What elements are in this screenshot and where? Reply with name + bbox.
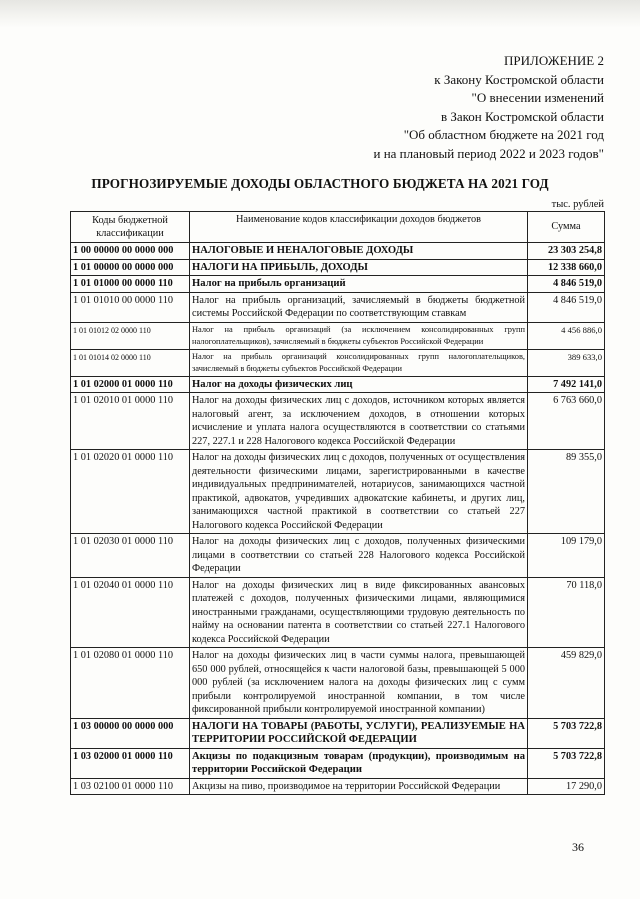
- row-code: 1 01 02000 01 0000 110: [71, 376, 190, 393]
- row-code: 1 01 02040 01 0000 110: [71, 577, 190, 648]
- row-code: 1 03 02100 01 0000 110: [71, 778, 190, 795]
- scan-edge-shading: [0, 0, 640, 28]
- appendix-line: "О внесении изменений: [471, 90, 604, 106]
- table-row: [71, 376, 605, 393]
- row-sum: 6 763 660,0: [528, 393, 605, 450]
- table-row: [71, 534, 605, 578]
- header-sum: Сумма: [528, 212, 605, 243]
- row-sum: 4 456 886,0: [528, 322, 605, 349]
- document-title: ПРОГНОЗИРУЕМЫЕ ДОХОДЫ ОБЛАСТНОГО БЮДЖЕТА НА 2021 ГОД: [91, 176, 549, 191]
- row-sum: 7 492 141,0: [528, 376, 605, 393]
- table-row: [71, 648, 605, 719]
- row-sum: 5 703 722,8: [528, 748, 605, 778]
- row-sum: 389 633,0: [528, 349, 605, 376]
- table-row: [71, 577, 605, 648]
- row-code: 1 01 02010 01 0000 110: [71, 393, 190, 450]
- appendix-line: ПРИЛОЖЕНИЕ 2: [504, 53, 604, 68]
- row-name: Налог на доходы физических лиц с доходов, источником которых является налоговый агент, за исключением доходов, в отношении которых исчисление и уплата налога осуществляются в соответствии со статьями 227, 227.1 и 228 Налогового кодекса Российской Федерации: [190, 393, 528, 450]
- row-code: 1 00 00000 00 0000 000: [71, 243, 190, 260]
- table-row: [71, 450, 605, 534]
- row-name: Налог на доходы физических лиц: [190, 376, 528, 393]
- row-name: Налог на доходы физических лиц в части суммы налога, превышающей 650 000 рублей, относящейся к части налоговой базы, превышающей 5 000 000 рублей (за исключением налога на доходы физических лиц с сумм прибыли контролируемой иностранной компании, в том числе фиксированной прибыли контролируемой иностранной компании): [190, 648, 528, 719]
- row-code: 1 01 02020 01 0000 110: [71, 450, 190, 534]
- row-sum: 459 829,0: [528, 648, 605, 719]
- table-row: [71, 322, 605, 349]
- row-sum: 4 846 519,0: [528, 276, 605, 293]
- table-row: [71, 718, 605, 748]
- row-name: НАЛОГОВЫЕ И НЕНАЛОГОВЫЕ ДОХОДЫ: [190, 243, 528, 260]
- row-code: 1 03 00000 00 0000 000: [71, 718, 190, 748]
- row-name: Налог на прибыль организаций (за исключением консолидированных групп налогоплательщиков), зачисляемый в бюджеты субъектов Российской Федерации: [190, 322, 528, 349]
- table-row: [71, 748, 605, 778]
- units-label: тыс. рублей: [551, 199, 604, 210]
- header-code: Коды бюджетной классификации: [71, 212, 190, 243]
- appendix-line: "Об областном бюджете на 2021 год: [403, 127, 604, 143]
- row-name: Налог на прибыль организаций: [190, 276, 528, 293]
- row-sum: 70 118,0: [528, 577, 605, 648]
- appendix-line: в Закон Костромской области: [440, 108, 604, 124]
- row-code: 1 01 01012 02 0000 110: [71, 322, 190, 349]
- appendix-header: [264, 52, 604, 164]
- table-row: [71, 259, 605, 276]
- row-name: Налог на прибыль организаций, зачисляемый в бюджеты бюджетной системы Российской Федерации по соответствующим ставкам: [190, 292, 528, 322]
- row-code: 1 01 01000 00 0000 110: [71, 276, 190, 293]
- table-row: [71, 292, 605, 322]
- row-sum: 12 338 660,0: [528, 259, 605, 276]
- table-row: [71, 393, 605, 450]
- row-name: Налог на прибыль организаций консолидированных групп налогоплательщиков, зачисляемый в бюджеты субъектов Российской Федерации: [190, 349, 528, 376]
- row-name: Налог на доходы физических лиц с доходов, полученных от осуществления деятельности физическими лицами, зарегистрированными в качестве индивидуальных предпринимателей, нотариусов, занимающихся частной практикой, адвокатов, учредивших адвокатские кабинеты, и других лиц, занимающихся частной практикой в соответствии со статьей 227 Налогового кодекса Российской Федерации: [190, 450, 528, 534]
- row-code: 1 01 02030 01 0000 110: [71, 534, 190, 578]
- table-row: [71, 243, 605, 260]
- row-code: 1 01 01010 00 0000 110: [71, 292, 190, 322]
- row-code: 1 01 01014 02 0000 110: [71, 349, 190, 376]
- row-code: 1 01 02080 01 0000 110: [71, 648, 190, 719]
- appendix-line: и на плановый период 2022 и 2023 годов": [373, 145, 604, 161]
- page-number: 36: [572, 840, 584, 854]
- row-name: НАЛОГИ НА ТОВАРЫ (РАБОТЫ, УСЛУГИ), РЕАЛИЗУЕМЫЕ НА ТЕРРИТОРИИ РОССИЙСКОЙ ФЕДЕРАЦИИ: [190, 718, 528, 748]
- table-row: [71, 349, 605, 376]
- row-name: Акцизы по подакцизным товарам (продукции), производимым на территории Российской Федерации: [190, 748, 528, 778]
- row-name: Налог на доходы физических лиц с доходов, полученных физическими лицами в соответствии со статьей 228 Налогового кодекса Российской Федерации: [190, 534, 528, 578]
- header-name: Наименование кодов классификации доходов бюджетов: [190, 212, 528, 243]
- table-row: [71, 778, 605, 795]
- row-sum: 5 703 722,8: [528, 718, 605, 748]
- row-code: 1 01 00000 00 0000 000: [71, 259, 190, 276]
- appendix-line: к Закону Костромской области: [434, 71, 604, 87]
- row-sum: 109 179,0: [528, 534, 605, 578]
- row-sum: 4 846 519,0: [528, 292, 605, 322]
- table-header-row: [71, 212, 605, 243]
- row-sum: 23 303 254,8: [528, 243, 605, 260]
- row-sum: 89 355,0: [528, 450, 605, 534]
- revenue-table: [70, 211, 605, 795]
- row-name: НАЛОГИ НА ПРИБЫЛЬ, ДОХОДЫ: [190, 259, 528, 276]
- row-sum: 17 290,0: [528, 778, 605, 795]
- row-code: 1 03 02000 01 0000 110: [71, 748, 190, 778]
- row-name: Налог на доходы физических лиц в виде фиксированных авансовых платежей с доходов, полученных физическими лицами, являющимися иностранными гражданами, осуществляющими трудовую деятельность по найму на основании патента в соответствии со статьей 227.1 Налогового кодекса Российской Федерации: [190, 577, 528, 648]
- row-name: Акцизы на пиво, производимое на территории Российской Федерации: [190, 778, 528, 795]
- table-row: [71, 276, 605, 293]
